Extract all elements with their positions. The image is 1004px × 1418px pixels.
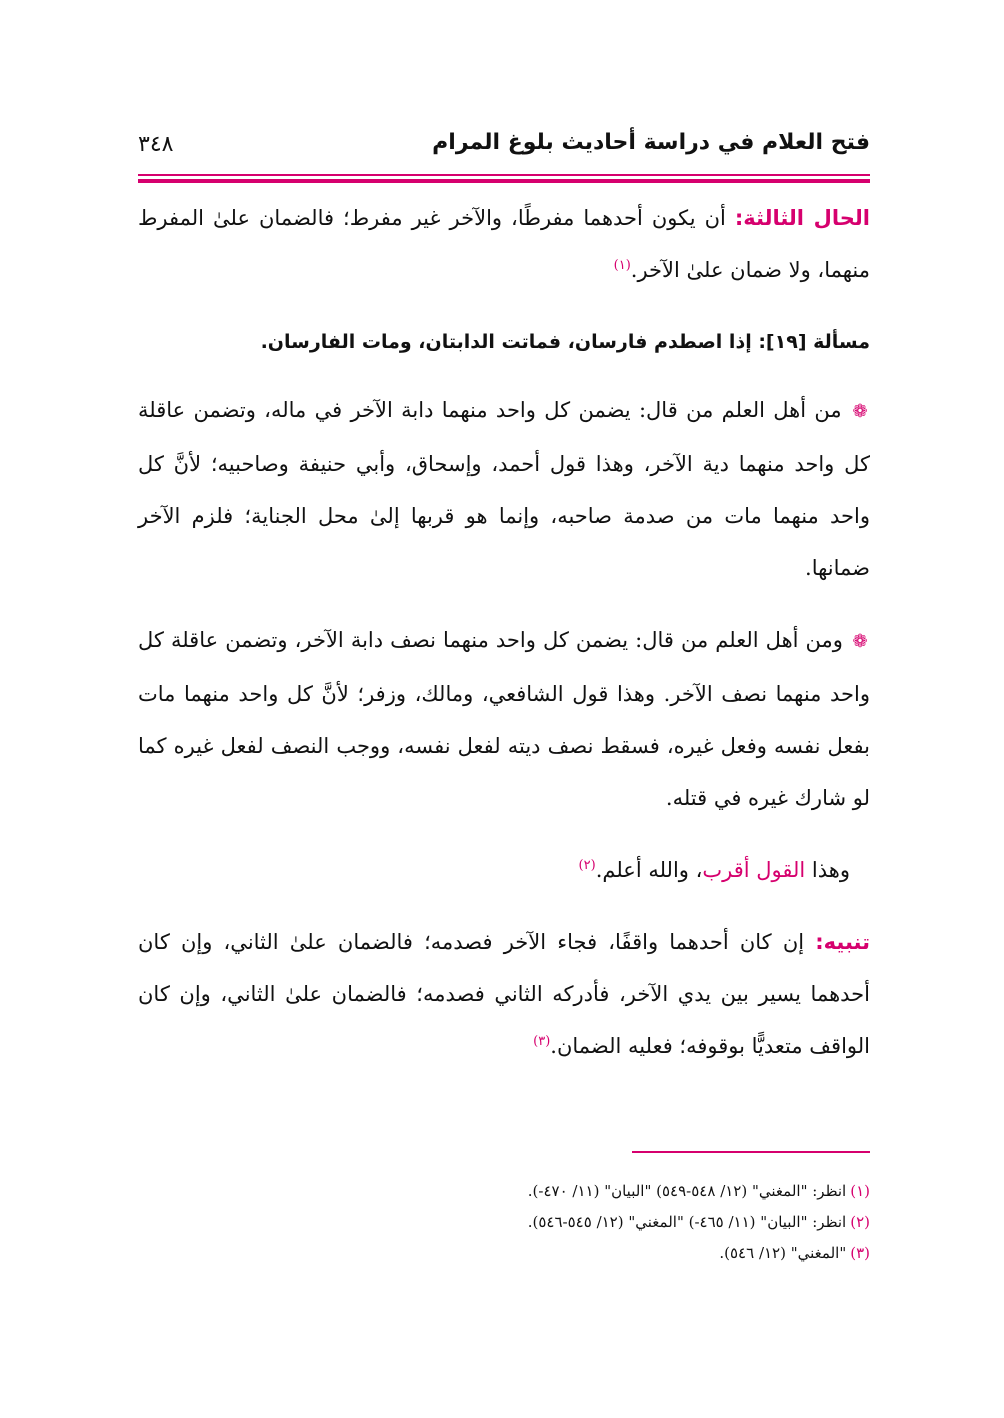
footnote-ref-3[interactable]: (٣) <box>533 1034 551 1049</box>
page-number: ٣٤٨ <box>138 132 174 157</box>
opinion-two-paragraph <box>138 614 870 824</box>
footnote-number: (٣) <box>850 1244 870 1262</box>
conclusion-prefix: وهذا <box>805 858 850 882</box>
case-three-label: الحال الثالثة: <box>734 206 870 230</box>
flower-ornament-icon: ❁ <box>852 401 868 422</box>
conclusion-paragraph <box>138 844 870 896</box>
header-rule-thin <box>138 174 870 176</box>
note-paragraph <box>138 916 870 1072</box>
running-header <box>138 128 870 172</box>
case-three-text: أن يكون أحدهما مفرطًا، والآخر غير مفرط؛ فالضمان علىٰ المفرط منهما، ولا ضمان علىٰ الآخر. <box>138 206 870 282</box>
note-label: تنبيه: <box>815 930 870 954</box>
footnote-separator <box>632 1151 870 1153</box>
case-three-paragraph <box>138 192 870 296</box>
note-text: إن كان أحدهما واقفًا، فجاء الآخر فصدمه؛ فالضمان علىٰ الثاني، وإن كان أحدهما يسير بين يدي الآخر، فأدركه الثاني فصدمه؛ فالضمان علىٰ الثاني، وإن كان الواقف متعديًّا بوقوفه؛ فعليه الضمان. <box>138 930 870 1058</box>
opinion-one-text: من أهل العلم من قال: يضمن كل واحد منهما دابة الآخر في ماله، وتضمن عاقلة كل واحد منهما دية الآخر، وهذا قول أحمد، وإسحاق، وأبي حنيفة وصاحبيه؛ لأنَّ كل واحد منهما مات من صدمة صاحبه، وإنما هو قربها إلىٰ محل الجناية؛ فلزم الآخر ضمانها. <box>138 398 870 580</box>
footnote-1 <box>138 1176 870 1207</box>
book-title: فتح العلام في دراسة أحاديث بلوغ المرام <box>432 130 870 155</box>
footnote-number: (٢) <box>850 1213 870 1231</box>
footnote-ref-2[interactable]: (٢) <box>578 858 596 873</box>
footnote-text: "المغني" (١٢/ ٥٤٦). <box>719 1244 847 1262</box>
footnotes <box>138 1176 870 1269</box>
footnote-2 <box>138 1207 870 1238</box>
footnote-number: (١) <box>850 1182 870 1200</box>
conclusion-suffix: ، والله أعلم. <box>595 858 703 882</box>
opinion-one-paragraph <box>138 384 870 594</box>
preferred-opinion-highlight: القول أقرب <box>702 858 806 882</box>
question-heading: مسألة [١٩]: إذا اصطدم فارسان، فماتت الدابتان، ومات الفارسان. <box>260 331 870 353</box>
footnote-text: انظر: "البيان" (١١/ ٤٦٥-) "المغني" (١٢/ ٥٤٥-٥٤٦). <box>527 1213 847 1231</box>
footnote-3 <box>138 1238 870 1269</box>
body-text <box>138 192 870 1092</box>
flower-ornament-icon: ❁ <box>852 631 868 652</box>
header-rule-thick <box>138 179 870 183</box>
opinion-two-text: ومن أهل العلم من قال: يضمن كل واحد منهما نصف دابة الآخر، وتضمن عاقلة كل واحد منهما نصف الآخر. وهذا قول الشافعي، ومالك، وزفر؛ لأنَّ كل واحد منهما مات بفعل نفسه وفعل غيره، فسقط نصف ديته لفعل نفسه، ووجب النصف لفعل غيره كما لو شارك غيره في قتله. <box>138 628 870 810</box>
footnote-text: انظر: "المغني" (١٢/ ٥٤٨-٥٤٩) "البيان" (١١/ ٤٧٠-). <box>527 1182 847 1200</box>
footnote-ref-1[interactable]: (١) <box>613 258 631 273</box>
